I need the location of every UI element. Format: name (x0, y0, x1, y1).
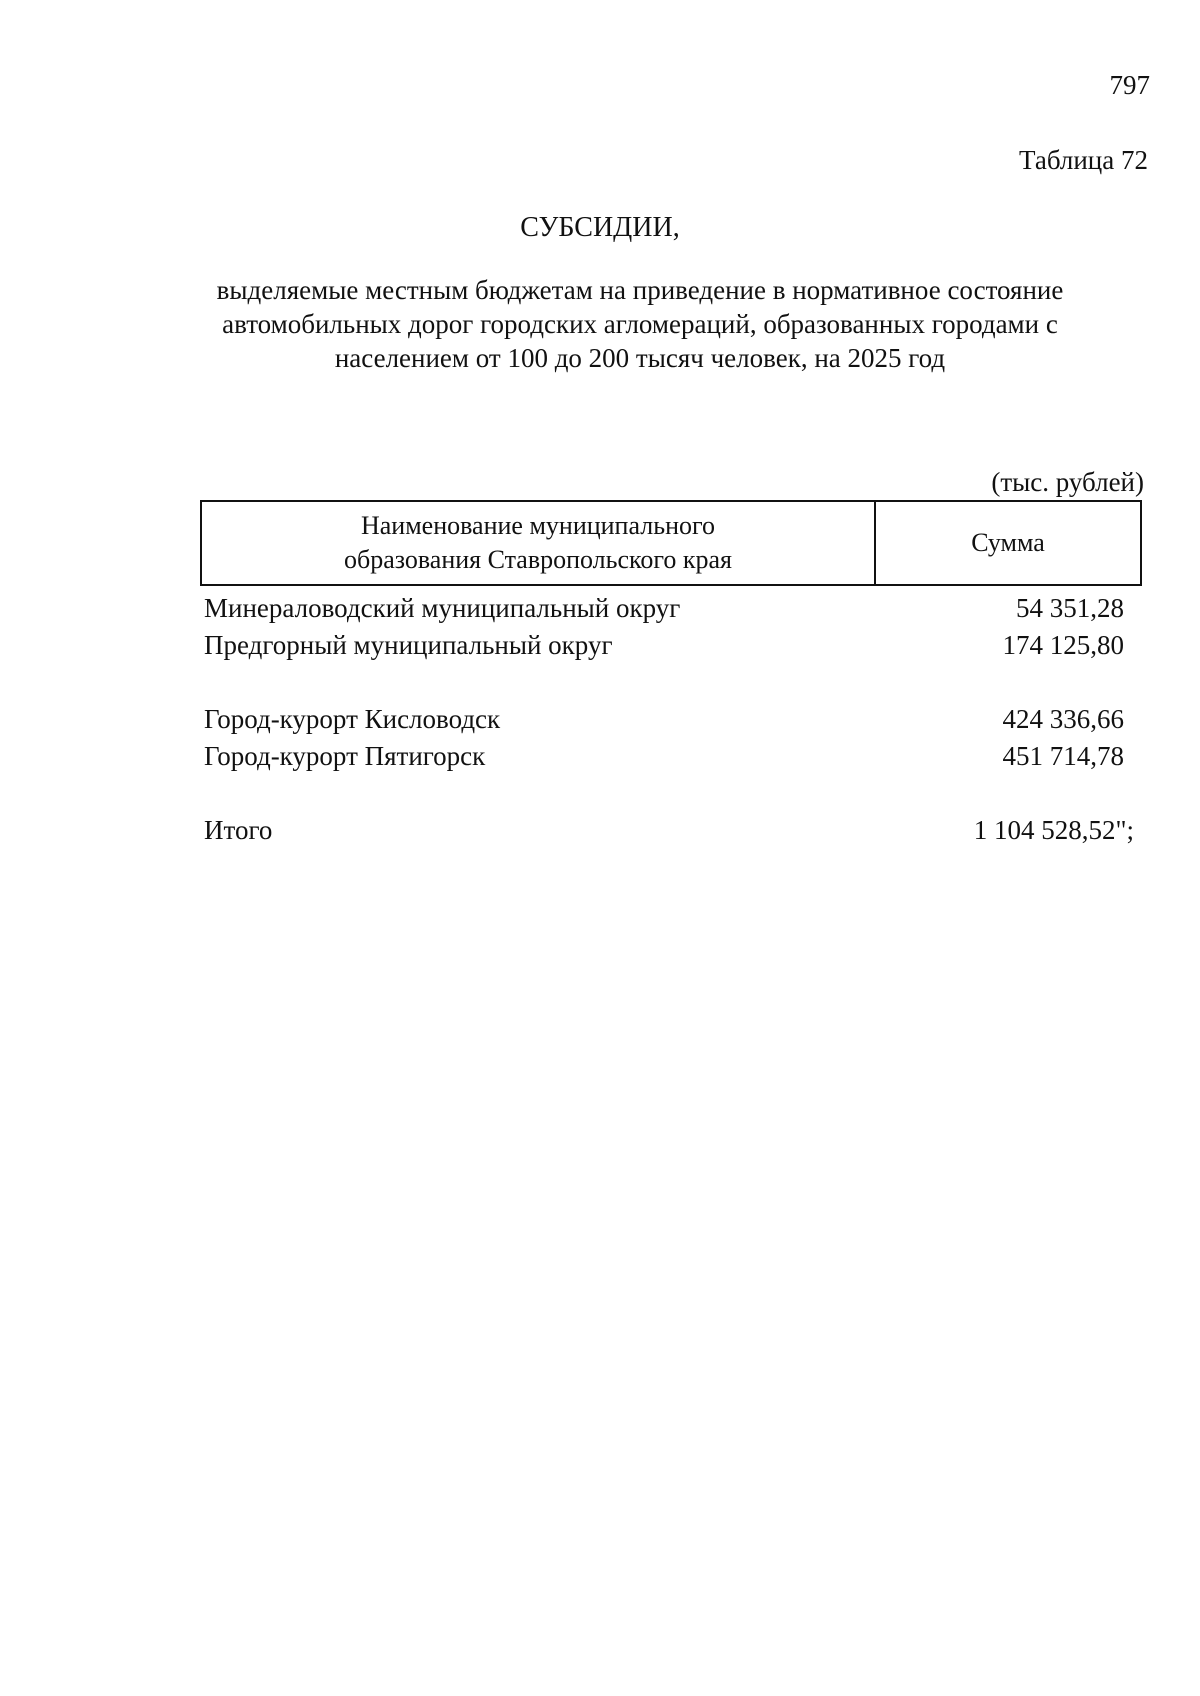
row-amount: 174 125,80 (1002, 630, 1124, 660)
table-row (204, 627, 1124, 664)
table-row (204, 590, 1124, 627)
header-sum-cell: Сумма (971, 528, 1045, 557)
total-row (204, 812, 1134, 849)
subtitle-line: автомобильных дорог городских агломераций, образованных городами с (222, 309, 1058, 339)
row-name: Минераловодский муниципальный округ (204, 593, 681, 623)
header-name-line: образования Ставропольского края (343, 545, 733, 574)
header-name-line: Наименование муниципального (360, 511, 716, 540)
row-name: Предгорный муниципальный округ (204, 630, 613, 660)
header-name-cell (202, 502, 876, 584)
row-name: Город-курорт Кисловодск (204, 704, 501, 734)
table-header (200, 500, 1142, 586)
table-number: Таблица 72 (1019, 145, 1148, 175)
table-row (204, 701, 1124, 738)
row-amount: 424 336,66 (1002, 704, 1124, 734)
table-body (204, 590, 1134, 849)
total-label: Итого (204, 815, 273, 845)
subtitle-line: населением от 100 до 200 тысяч человек, на 2025 год (334, 343, 946, 373)
subtitle-line: выделяемые местным бюджетам на приведение в нормативное состояние (216, 275, 1064, 305)
row-name: Город-курорт Пятигорск (204, 741, 486, 771)
document-subtitle (160, 273, 1120, 375)
table-row (204, 738, 1124, 775)
total-amount: 1 104 528,52"; (973, 815, 1134, 845)
page-number: 797 (1109, 70, 1150, 100)
document-title: СУБСИДИИ, (520, 212, 680, 243)
row-amount: 451 714,78 (1002, 741, 1124, 771)
row-amount: 54 351,28 (1016, 593, 1124, 623)
units-label: (тыс. рублей) (991, 467, 1144, 497)
